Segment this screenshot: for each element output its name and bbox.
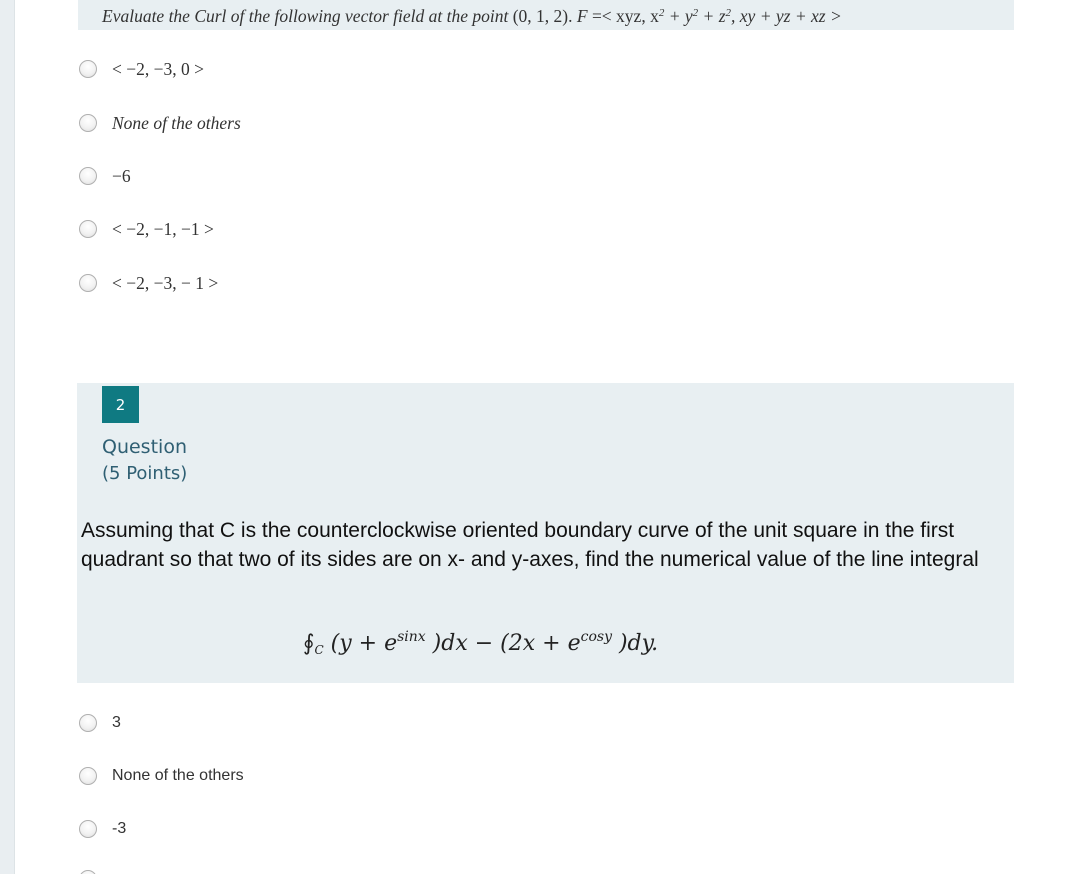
formula-part: (y + e	[323, 631, 398, 656]
option-label: < −2, −1, −1 >	[112, 218, 214, 239]
option-label: None of the others	[112, 767, 244, 784]
field-expr-part: + z	[698, 6, 726, 26]
option-label: 3	[112, 714, 121, 731]
q2-option-3[interactable]	[79, 818, 126, 840]
field-expr-exponent: 2	[692, 7, 699, 19]
option-label: −6	[112, 165, 131, 186]
question-2-prompt: Assuming that C is the counterclockwise oriented boundary curve of the unit square in the first quadrant so that two of its sides are on x- and y-axes, find the numerical value of the line integral	[81, 519, 979, 571]
question-1-point: (0, 1, 2).	[512, 6, 573, 26]
radio-button[interactable]	[79, 274, 97, 292]
q1-option-3[interactable]	[79, 165, 131, 187]
question-1-field-label: F	[576, 6, 588, 26]
field-expr-part: + y	[664, 6, 693, 26]
field-expr-exponent: 2	[725, 7, 732, 19]
radio-button[interactable]	[79, 714, 97, 732]
field-expr-part: , xy + yz + xz >	[731, 6, 842, 26]
formula-exponent: sinx	[397, 629, 426, 645]
radio-button[interactable]	[79, 60, 97, 78]
question-points: (5 Points)	[102, 463, 188, 484]
radio-button[interactable]	[79, 167, 97, 185]
left-rail	[0, 0, 15, 874]
contour-integral-symbol: ∮	[303, 631, 315, 656]
question-1-header	[78, 0, 1014, 30]
formula-part: )dx − (2x + e	[425, 631, 581, 656]
question-1-prompt-lead: Evaluate the Curl of the following vector field at the point	[102, 6, 509, 26]
radio-button[interactable]	[79, 820, 97, 838]
question-2-card	[77, 383, 1014, 683]
radio-button[interactable]	[79, 767, 97, 785]
line-integral-formula	[303, 631, 658, 656]
radio-button[interactable]	[79, 114, 97, 132]
radio-button[interactable]	[79, 870, 97, 874]
q1-option-5[interactable]	[79, 272, 218, 294]
q1-option-2[interactable]	[79, 112, 241, 134]
question-number-badge: 2	[102, 386, 139, 423]
field-expr-exponent: 2	[658, 7, 665, 19]
formula-part: )dy.	[611, 631, 659, 656]
integral-subscript: C	[314, 643, 324, 657]
q2-option-4-partial[interactable]	[79, 868, 97, 874]
option-label: < −2, −3, 0 >	[112, 58, 204, 79]
q2-option-1[interactable]	[79, 712, 121, 734]
option-label: < −2, −3, − 1 >	[112, 272, 219, 293]
radio-button[interactable]	[79, 220, 97, 238]
formula-exponent: cosy	[580, 629, 612, 645]
field-expr-part: =< xyz, x	[591, 6, 659, 26]
option-label: -3	[112, 820, 127, 837]
question-heading: Question	[102, 436, 187, 458]
q2-option-2[interactable]	[79, 765, 244, 787]
q1-option-1[interactable]	[79, 58, 204, 80]
question-1-prompt	[102, 6, 842, 27]
q1-option-4[interactable]	[79, 218, 214, 240]
option-label: None of the others	[112, 112, 241, 133]
